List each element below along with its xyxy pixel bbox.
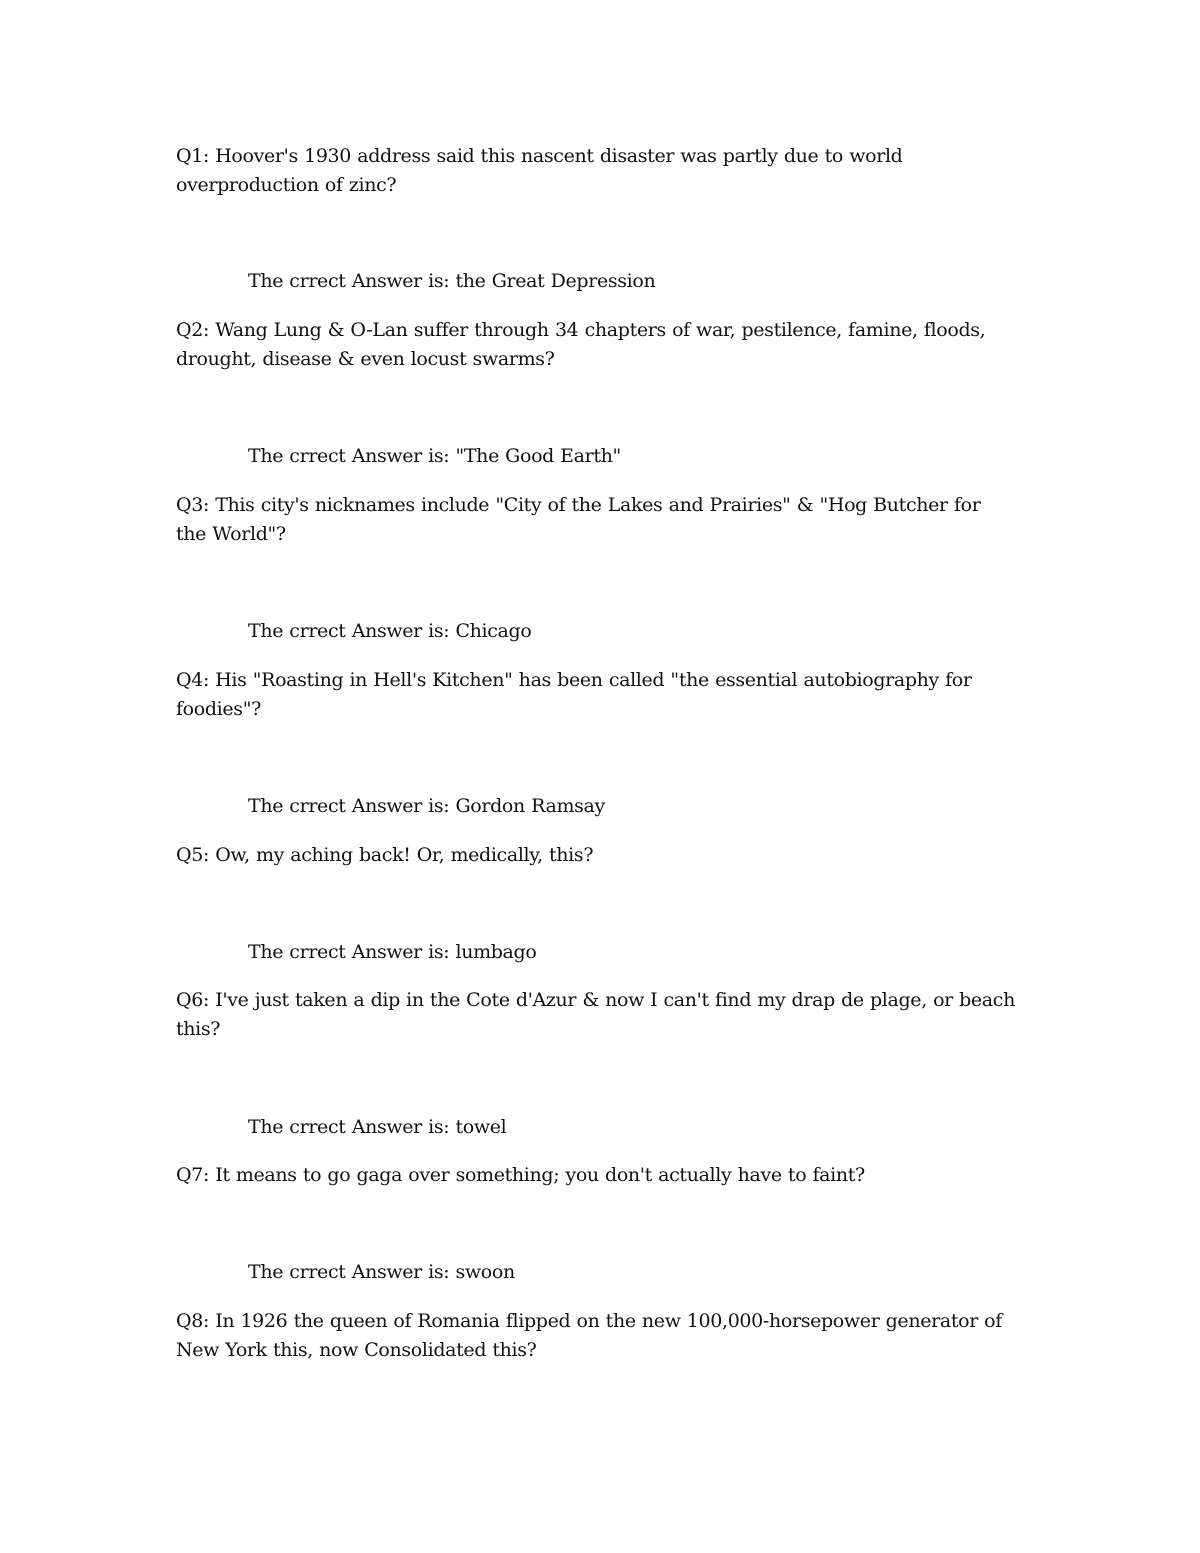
answer-6: The crrect Answer is: towel	[248, 1116, 507, 1138]
answer-7: The crrect Answer is: swoon	[248, 1261, 515, 1283]
question-7: Q7: It means to go gaga over something; you don't actually have to faint?	[176, 1164, 865, 1186]
answer-1: The crrect Answer is: the Great Depression	[248, 270, 656, 292]
answer-4: The crrect Answer is: Gordon Ramsay	[248, 795, 605, 817]
answer-2: The crrect Answer is: "The Good Earth"	[248, 445, 621, 467]
question-1: Q1: Hoover's 1930 address said this nascent disaster was partly due to world overproduction of zinc?	[176, 145, 903, 196]
answer-3: The crrect Answer is: Chicago	[248, 620, 532, 642]
question-4: Q4: His "Roasting in Hell's Kitchen" has been called "the essential autobiography for foodies"?	[176, 669, 972, 720]
answer-5: The crrect Answer is: lumbago	[248, 941, 537, 963]
question-2: Q2: Wang Lung & O-Lan suffer through 34 chapters of war, pestilence, famine, floods, drought, disease & even locust swarms?	[176, 319, 986, 370]
question-5: Q5: Ow, my aching back! Or, medically, this?	[176, 844, 594, 866]
question-3: Q3: This city's nicknames include "City of the Lakes and Prairies" & "Hog Butcher for the World"?	[176, 494, 981, 545]
question-8: Q8: In 1926 the queen of Romania flipped on the new 100,000-horsepower generator of New York this, now Consolidated this?	[176, 1310, 1002, 1361]
question-6: Q6: I've just taken a dip in the Cote d'Azur & now I can't find my drap de plage, or beach this?	[176, 989, 1015, 1040]
